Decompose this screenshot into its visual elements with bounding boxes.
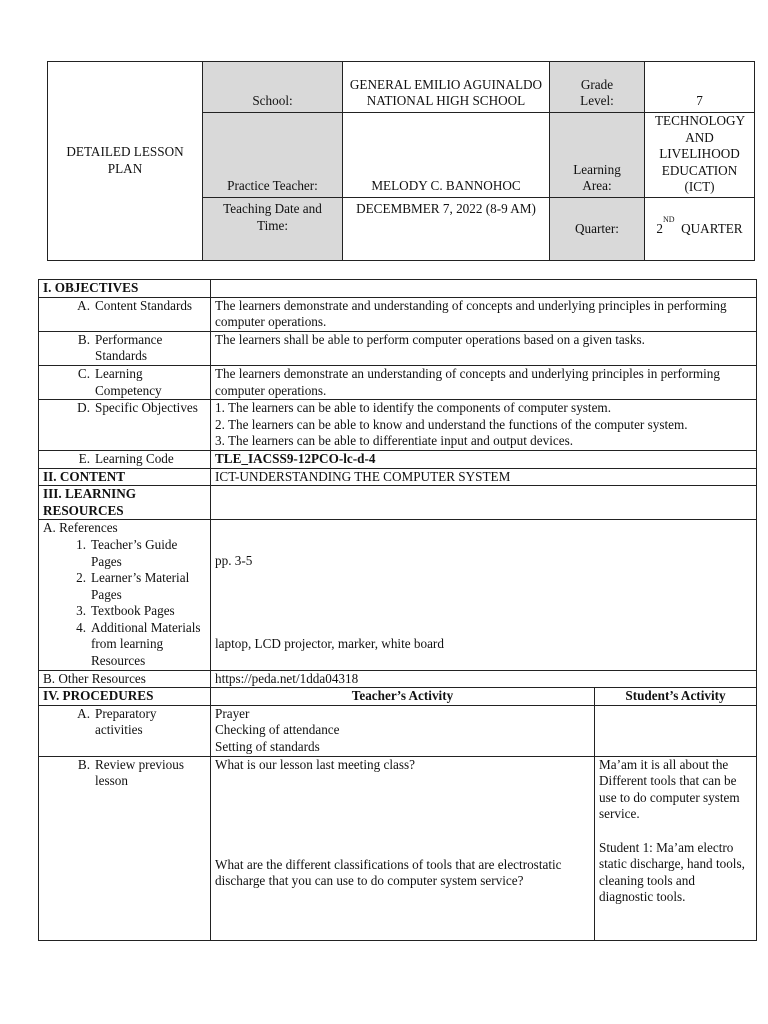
- content-heading: II. CONTENT: [39, 468, 211, 486]
- content-text: ICT-UNDERSTANDING THE COMPUTER SYSTEM: [211, 468, 757, 486]
- specific-objectives-list: [211, 400, 757, 451]
- teacher-activity-header: Teacher’s Activity: [211, 688, 595, 706]
- learning-competency-num: C.: [77, 365, 90, 381]
- references-label: A. References: [43, 520, 118, 536]
- quarter-ordinal: ND: [662, 214, 675, 224]
- preparatory-num: A.: [77, 705, 90, 721]
- learning-competency-label: Learning Competency: [95, 365, 162, 398]
- reference-label: Additional Materials from learning Resources: [91, 619, 201, 669]
- reference-label: Textbook Pages: [91, 603, 175, 619]
- plan-title-cell: [48, 62, 203, 261]
- content-standards-num: A.: [77, 297, 90, 313]
- date-value: DECEMBMER 7, 2022 (8-9 AM): [343, 198, 550, 261]
- preparatory-teacher: [211, 705, 595, 756]
- preparatory-line: Checking of attendance: [215, 722, 340, 738]
- teacher-label: Practice Teacher:: [203, 113, 343, 198]
- preparatory-label-cell: [39, 705, 211, 756]
- other-resources-value: https://peda.net/1dda04318: [211, 670, 757, 688]
- learning-code-text: TLE_IACSS9-12PCO-lc-d-4: [211, 450, 757, 468]
- learning-code-num: E.: [78, 450, 90, 466]
- quarter-number: 2: [656, 220, 663, 236]
- materials-value: laptop, LCD projector, marker, white board: [215, 636, 444, 652]
- other-resources-label: B. Other Resources: [39, 670, 211, 688]
- content-standards-text: The learners demonstrate and understanding of concepts and underlying principles in performing computer operations.: [211, 297, 757, 331]
- quarter-label: Quarter:: [550, 198, 645, 261]
- teacher-value: MELODY C. BANNOHOC: [343, 113, 550, 198]
- grade-value: 7: [645, 62, 755, 113]
- review-answer-2: Student 1: Ma’am electro static discharge, hand tools, cleaning tools and diagnostic tools.: [599, 839, 745, 905]
- pages-value: pp. 3-5: [215, 553, 253, 569]
- school-label: School:: [203, 62, 343, 113]
- quarter-word: QUARTER: [681, 220, 743, 236]
- performance-standards-text: The learners shall be able to perform computer operations based on a given tasks.: [211, 331, 757, 365]
- quarter-value: [645, 198, 755, 261]
- performance-standards-label: Performance Standards: [95, 331, 163, 364]
- references-list: [39, 520, 211, 670]
- reference-label: Teacher’s Guide Pages: [91, 536, 178, 569]
- specific-objective-item: 1. The learners can be able to identify the components of computer system.: [215, 400, 611, 416]
- learning-code-label: Learning Code: [95, 450, 174, 466]
- review-question-2: What are the different classifications of tools that are electrostatic discharge that you can use to do computer system service?: [215, 856, 562, 889]
- performance-standards-label-cell: [39, 331, 211, 365]
- review-teacher: [211, 756, 595, 940]
- reference-num: 3.: [76, 603, 86, 619]
- specific-objectives-num: D.: [77, 400, 90, 416]
- plan-title: DETAILED LESSON PLAN: [66, 144, 184, 176]
- objectives-heading-blank: [211, 280, 757, 298]
- review-num: B.: [77, 756, 90, 772]
- resources-heading: III. LEARNING RESOURCES: [39, 486, 211, 520]
- area-label: Learning Area:: [550, 113, 645, 198]
- lesson-plan-header: [47, 61, 755, 261]
- procedures-heading: IV. PROCEDURES: [39, 688, 211, 706]
- reference-num: 2.: [76, 570, 86, 586]
- content-standards-label-cell: [39, 297, 211, 331]
- student-activity-header: Student’s Activity: [595, 688, 757, 706]
- review-answer-1: Ma’am it is all about the Different tools that can be use to do computer system service.: [599, 756, 740, 822]
- specific-objectives-label-cell: [39, 400, 211, 451]
- reference-num: 1.: [76, 536, 86, 552]
- school-value: GENERAL EMILIO AGUINALDO NATIONAL HIGH SCHOOL: [343, 62, 550, 113]
- preparatory-student: [595, 705, 757, 756]
- date-label: Teaching Date and Time:: [203, 198, 343, 261]
- review-label: Review previous lesson: [95, 756, 184, 789]
- specific-objective-item: 3. The learners can be able to differentiate input and output devices.: [215, 433, 574, 449]
- learning-competency-text: The learners demonstrate an understanding of concepts and underlying principles in performing computer operations.: [211, 365, 757, 399]
- objectives-heading: I. OBJECTIVES: [39, 280, 211, 298]
- area-value: TECHNOLOGY AND LIVELIHOOD EDUCATION (ICT): [645, 113, 755, 198]
- references-values: [211, 520, 757, 670]
- specific-objective-item: 2. The learners can be able to know and understand the functions of the computer system.: [215, 416, 688, 432]
- preparatory-line: Setting of standards: [215, 739, 320, 755]
- learning-code-label-cell: [39, 450, 211, 468]
- learning-competency-label-cell: [39, 365, 211, 399]
- resources-heading-blank: [211, 486, 757, 520]
- preparatory-label: Preparatory activities: [95, 705, 157, 738]
- performance-standards-num: B.: [77, 331, 90, 347]
- reference-label: Learner’s Material Pages: [91, 570, 190, 602]
- specific-objectives-label: Specific Objectives: [95, 400, 198, 416]
- review-label-cell: [39, 756, 211, 940]
- reference-num: 4.: [76, 619, 86, 635]
- preparatory-line: Prayer: [215, 705, 250, 721]
- review-question-1: What is our lesson last meeting class?: [215, 756, 415, 772]
- review-student: [595, 756, 757, 940]
- lesson-plan-body: [38, 279, 757, 941]
- grade-label: Grade Level:: [550, 62, 645, 113]
- content-standards-label: Content Standards: [95, 297, 193, 313]
